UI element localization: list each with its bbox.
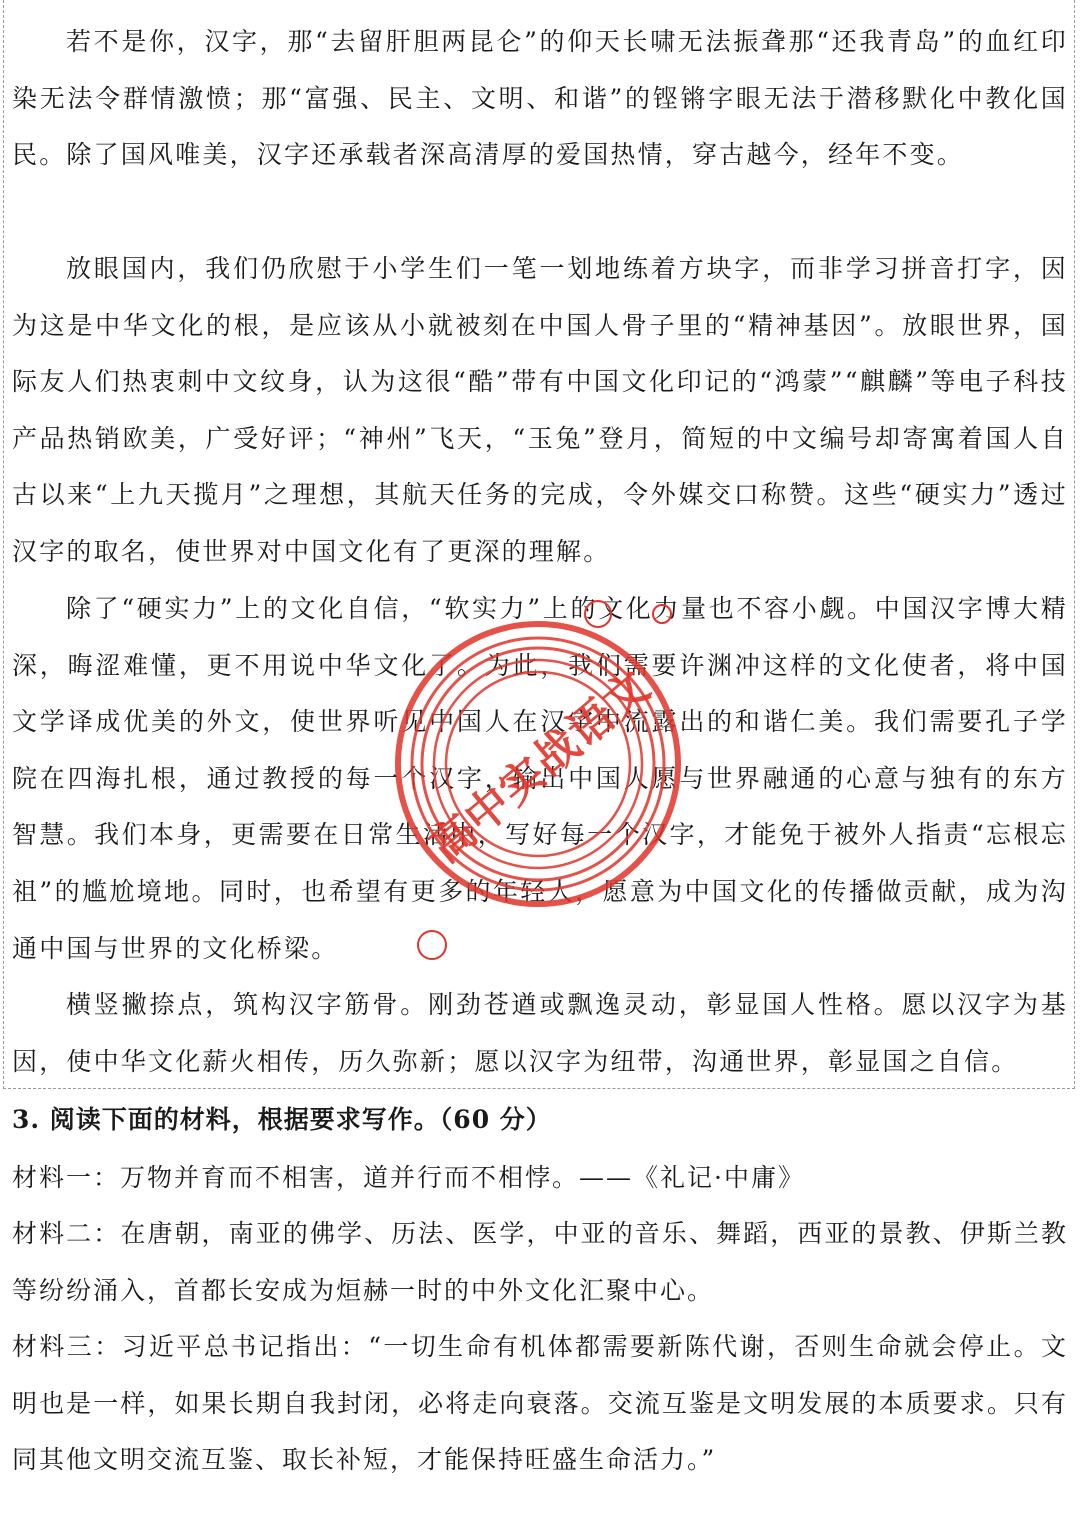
material-2: 材料二：在唐朝，南亚的佛学、历法、医学，中亚的音乐、舞蹈，西亚的景教、伊斯兰教等纷纷涌入，首都长安成为烜赫一时的中外文化汇聚中心。	[12, 1219, 1068, 1305]
correction-circle-mark	[417, 930, 447, 960]
essay-paragraph-3: 除了“硬实力”上的文化自信，“软实力”上的文化力量也不容小觑。中国汉字博大精深，晦涩难懂，更不用说中华文化了。为此，我们需要许渊冲这样的文化使者，将中国文学译成优美的外文，使世界听见中国人在汉字中流露出的和谐仁美。我们需要孔子学院在四海扎根，通过教授的每一个汉字，输出中国人愿与世界融通的心意与独有的东方智慧。我们本身，更需要在日常生活中，写好每一个汉字，才能免于被外人指责“忘根忘祖”的尴尬境地。同时，也希望有更多的年轻人，愿意为中国文化的传播做贡献，成为沟通中国与世界的文化桥梁。	[12, 594, 1068, 963]
essay-paragraph-4: 横竖撇捺点，筑构汉字筋骨。刚劲苍遒或飘逸灵动，彰显国人性格。愿以汉字为基因，使中华文化薪火相传，历久弥新；愿以汉字为纽带，沟通世界，彰显国之自信。	[12, 990, 1068, 1076]
essay-paragraph-2: 放眼国内，我们仍欣慰于小学生们一笔一划地练着方块字，而非学习拼音打字，因为这是中华文化的根，是应该从小就被刻在中国人骨子里的“精神基因”。放眼世界，国际友人们热衷刺中文纹身，认为这很“酷”带有中国文化印记的“鸿蒙”“麒麟”等电子科技产品热销欧美，广受好评；“神州”飞天，“玉兔”登月，简短的中文编号却寄寓着国人自古以来“上九天揽月”之理想，其航天任务的完成，令外媒交口称赞。这些“硬实力”透过汉字的取名，使世界对中国文化有了更深的理解。	[12, 254, 1068, 566]
material-3: 材料三：习近平总书记指出：“一切生命有机体都需要新陈代谢，否则生命就会停止。文明也是一样，如果长期自我封闭，必将走向衰落。交流互鉴是文明发展的本质要求。只有同其他文明交流互鉴、取长补短，才能保持旺盛生命活力。”	[12, 1332, 1068, 1475]
question-title: 3. 阅读下面的材料，根据要求写作。（60 分）	[12, 1105, 552, 1134]
stamp-text: 高中实战语文	[420, 660, 661, 873]
correction-circle-mark	[584, 600, 612, 628]
correction-circle-mark	[652, 604, 672, 624]
material-1: 材料一：万物并育而不相害，道并行而不相悖。——《礼记·中庸》	[12, 1163, 805, 1192]
essay-paragraph-1: 若不是你，汉字，那“去留肝胆两昆仑”的仰天长啸无法振聋那“还我青岛”的血红印染无法令群情激愤；那“富强、民主、文明、和谐”的铿锵字眼无法于潜移默化中教化国民。除了国风唯美，汉字还承载者深高清厚的爱国热情，穿古越今，经年不变。	[12, 27, 1068, 170]
